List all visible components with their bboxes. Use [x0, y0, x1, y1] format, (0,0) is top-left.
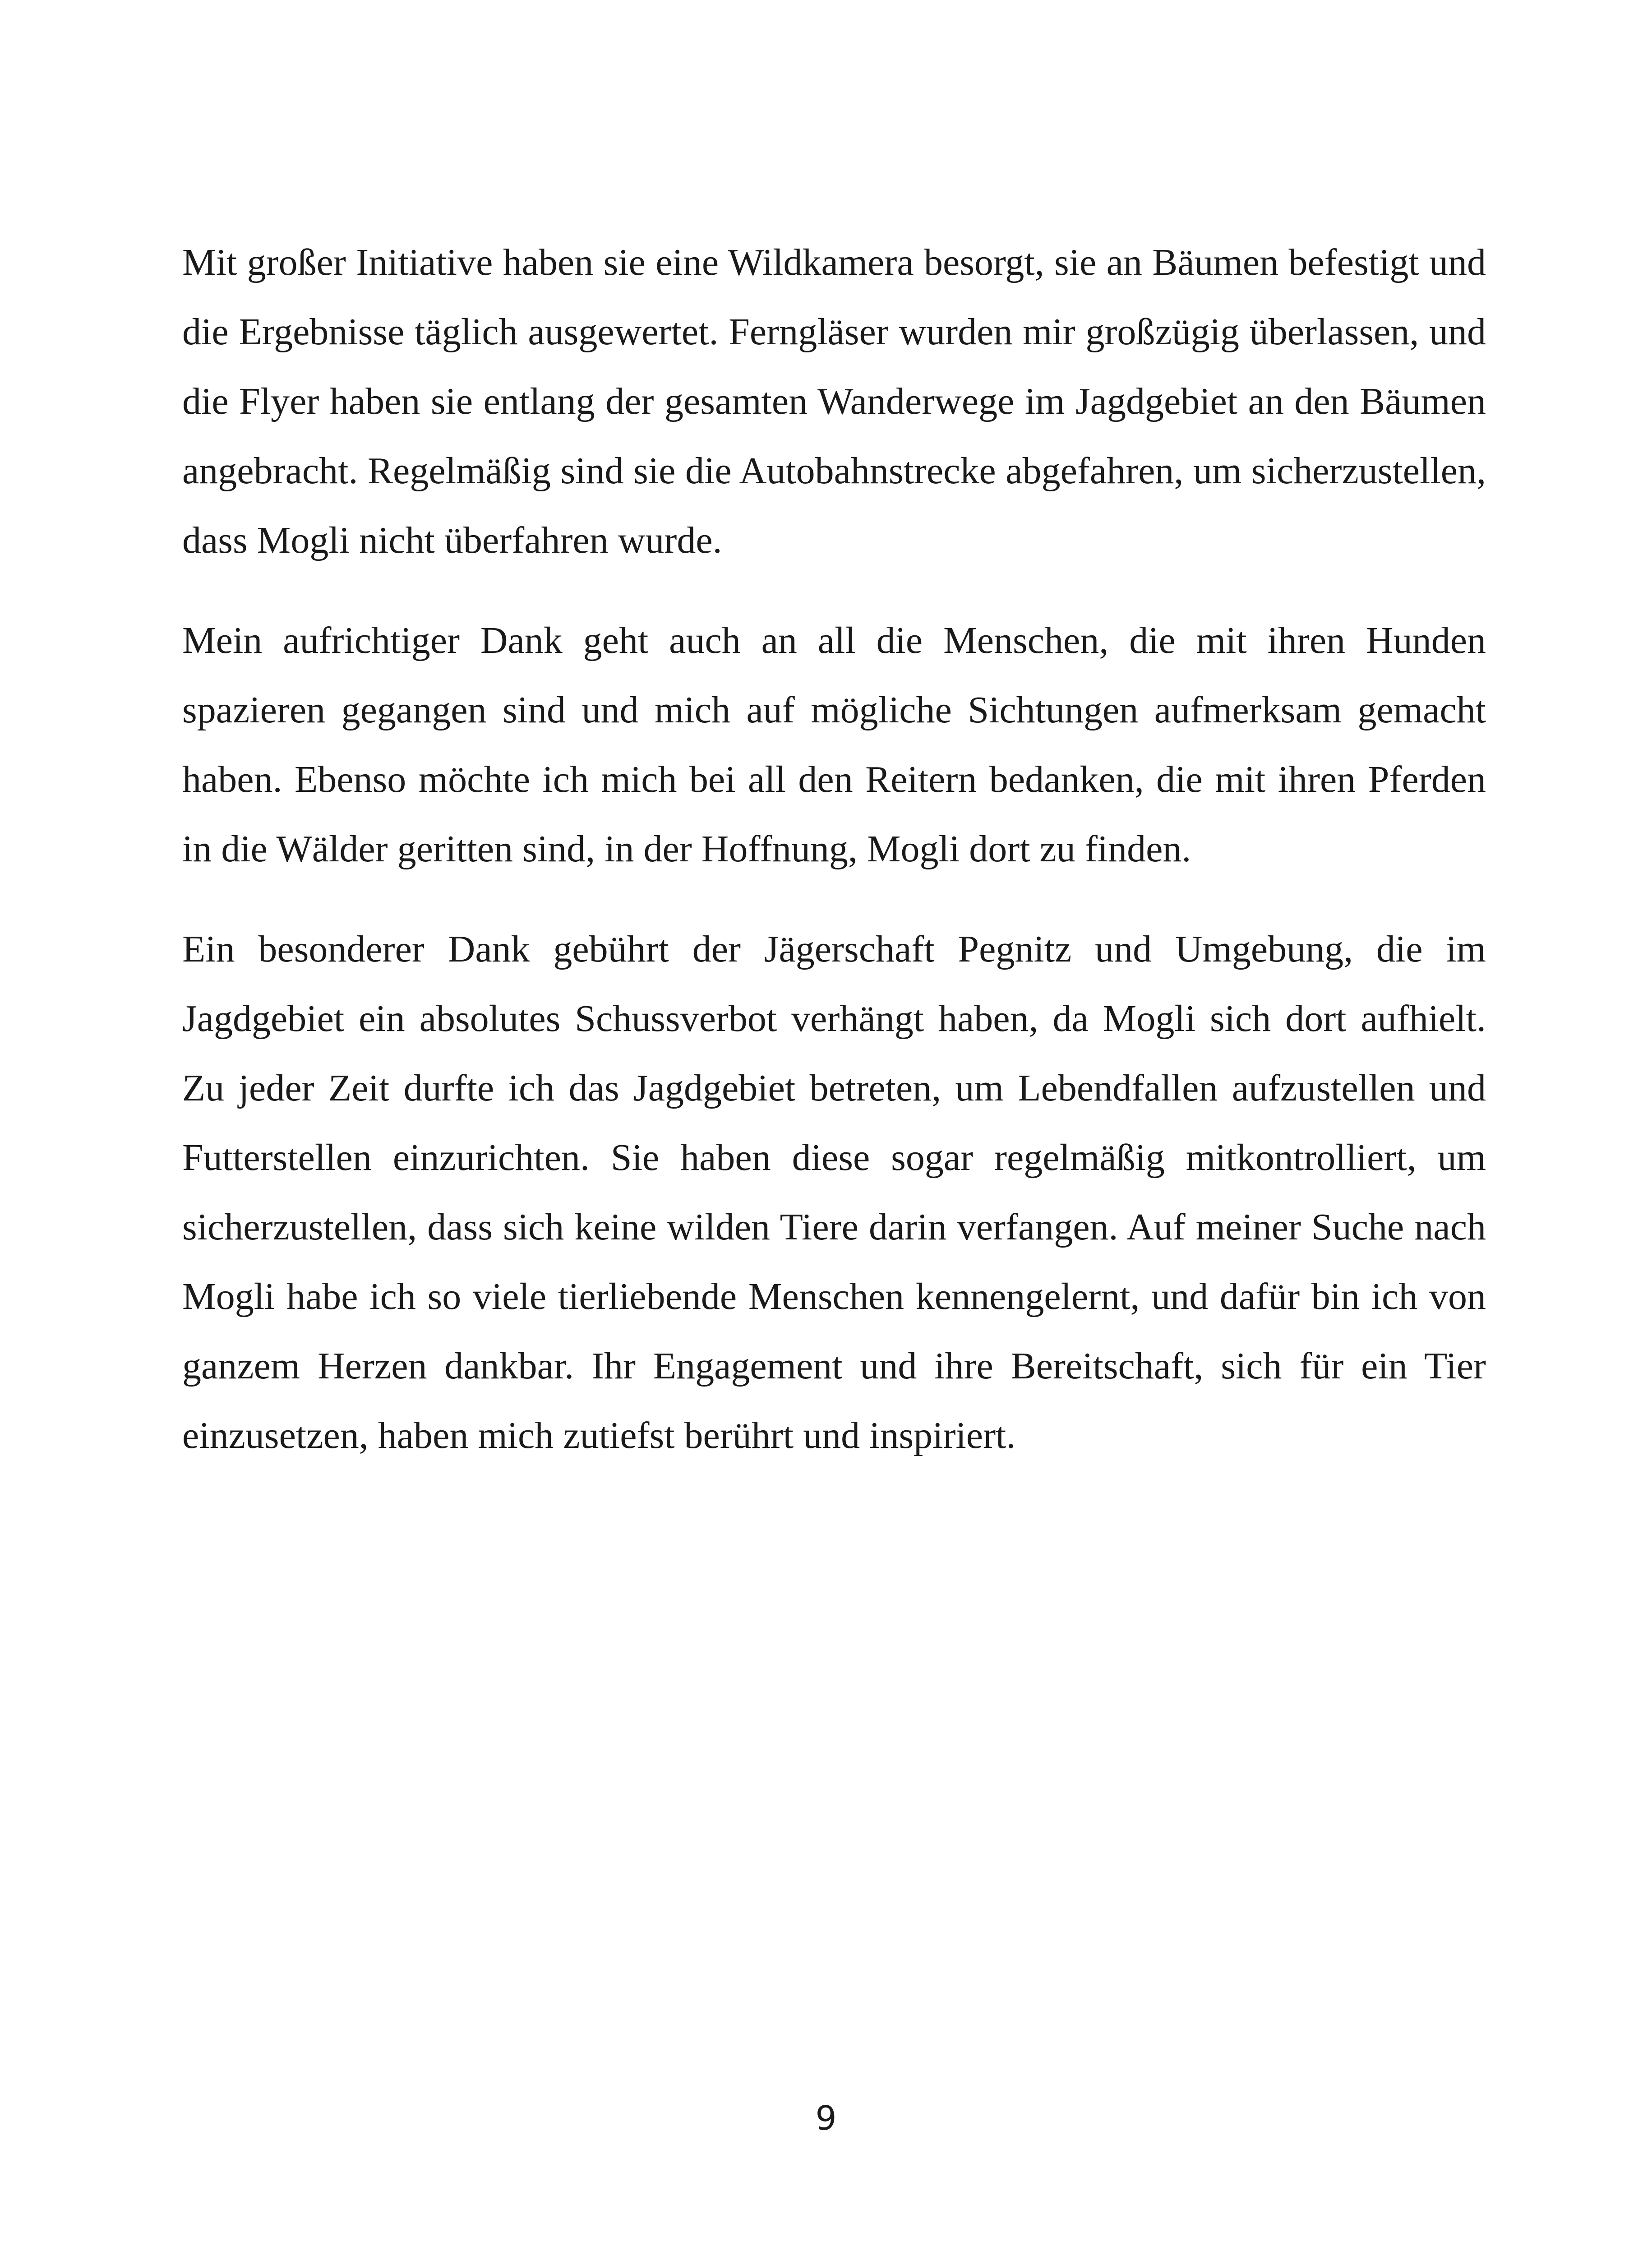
paragraph-3: Ein besonderer Dank gebührt der Jägerschaft Pegnitz und Umgebung, die im Jagdgebiet ein absolutes Schussverbot verhängt haben, da Mogli sich dort aufhielt. Zu jeder Zeit durfte ich das Jagdgebiet betreten, um Lebendfallen aufzustellen und Futterstellen einzurichten. Sie haben diese sogar regelmäßig mitkontrolliert, um sicherzustellen, dass sich keine wilden Tiere darin verfangen. Auf meiner Suche nach Mogli habe ich so viele tierliebende Menschen kennengelernt, und dafür bin ich von ganzem Herzen dankbar. Ihr Engagement und ihre Bereitschaft, sich für ein Tier einzusetzen, haben mich zutiefst berührt und inspiriert.	[182, 928, 1486, 1456]
body-text	[182, 228, 1486, 1501]
page-number: 9	[815, 2099, 837, 2138]
paragraph-2: Mein aufrichtiger Dank geht auch an all die Menschen, die mit ihren Hunden spazieren gegangen sind und mich auf mögliche Sichtungen aufmerksam gemacht haben. Ebenso möchte ich mich bei all den Reitern bedanken, die mit ihren Pferden in die Wälder geritten sind, in der Hoffnung, Mogli dort zu finden.	[182, 619, 1486, 870]
paragraph-1: Mit großer Initiative haben sie eine Wildkamera besorgt, sie an Bäumen befestigt und die Ergebnisse täglich ausgewertet. Ferngläser wurden mir großzügig überlassen, und die Flyer haben sie entlang der gesamten Wanderwege im Jagdgebiet an den Bäumen angebracht. Regelmäßig sind sie die Autobahnstrecke abgefahren, um sicherzustellen, dass Mogli nicht überfahren wurde.	[182, 241, 1486, 561]
